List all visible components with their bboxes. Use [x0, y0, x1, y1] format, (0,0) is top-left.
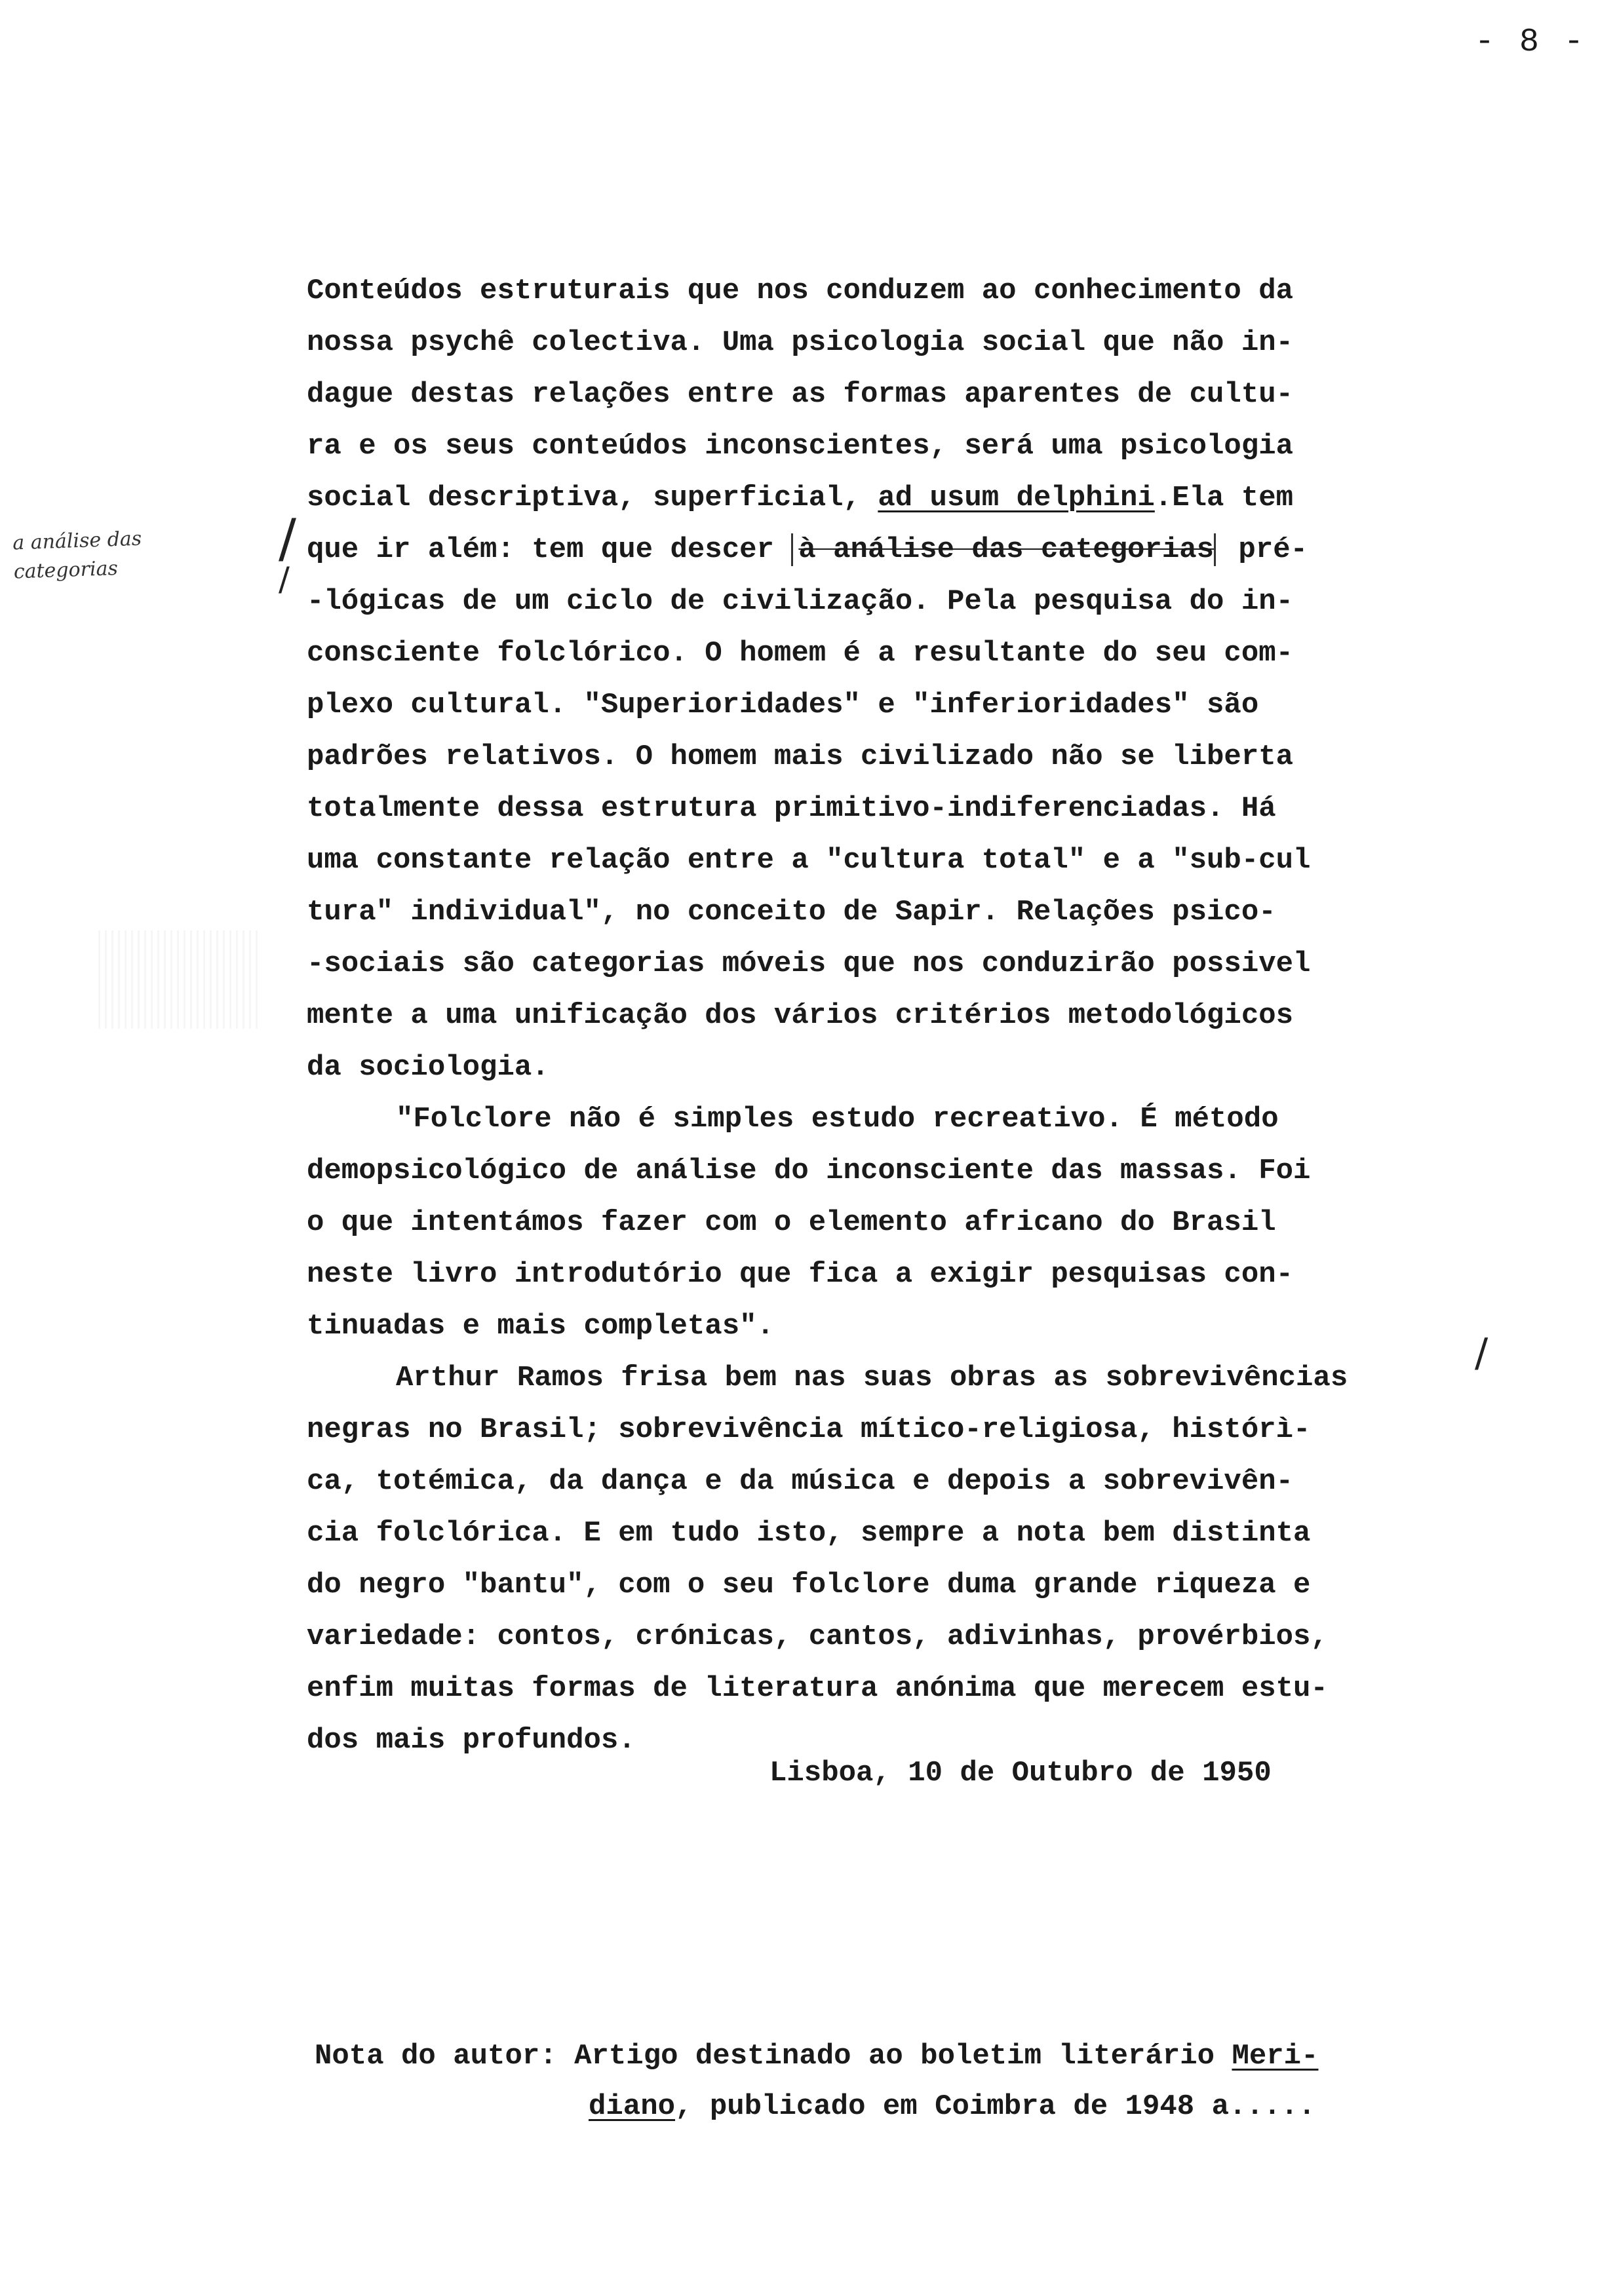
- text-line: -sociais são categorias móveis que nos conduzirão possivel: [307, 947, 1311, 980]
- author-note-label: Nota do autor:: [315, 2040, 557, 2073]
- text-line: [307, 472, 1473, 524]
- struck-phrase: à análise das categorias: [791, 533, 1214, 566]
- text-line: totalmente dessa estrutura primitivo-indiferenciadas. Há: [307, 792, 1276, 825]
- handwritten-slash-mark: /: [279, 560, 290, 598]
- faint-smudge: [98, 930, 262, 1029]
- author-note-line-2: [589, 2090, 1315, 2123]
- handwritten-margin-note: [12, 520, 296, 587]
- text-line: variedade: contos, crónicas, cantos, adivinhas, provérbios,: [307, 1620, 1328, 1653]
- text-fragment: pré-: [1214, 533, 1308, 566]
- margin-note-line: categorias: [13, 556, 119, 584]
- page-number: - 8 -: [1475, 24, 1587, 61]
- text-fragment: , publicado em Coimbra de 1948 a.....: [675, 2090, 1315, 2123]
- text-line: -lógicas de um ciclo de civilização. Pela pesquisa do in-: [307, 585, 1294, 618]
- text-line: consciente folclórico. O homem é a resultante do seu com-: [307, 637, 1294, 670]
- text-line: "Folclore não é simples estudo recreativo. É método: [396, 1103, 1279, 1136]
- text-line: [307, 524, 1473, 576]
- text-line: padrões relativos. O homem mais civilizado não se liberta: [307, 740, 1294, 773]
- text-fragment: .Ela tem: [1154, 482, 1294, 514]
- text-line: neste livro introdutório que fica a exigir pesquisas con-: [307, 1258, 1294, 1291]
- text-line: o que intentámos fazer com o elemento africano do Brasil: [307, 1206, 1276, 1239]
- text-line: dos mais profundos.: [307, 1724, 636, 1757]
- text-line: nossa psychê colectiva. Uma psicologia social que não in-: [307, 326, 1294, 359]
- text-line: mente a uma unificação dos vários critérios metodológicos: [307, 999, 1294, 1032]
- text-line: tinuadas e mais completas".: [307, 1310, 774, 1343]
- text-line: ca, totémica, da dança e da música e depois a sobrevivên-: [307, 1465, 1294, 1498]
- text-line: ra e os seus conteúdos inconscientes, será uma psicologia: [307, 430, 1294, 463]
- text-line: plexo cultural. "Superioridades" e "inferioridades" são: [307, 689, 1259, 721]
- margin-note-line: a análise das: [12, 527, 142, 555]
- text-line: dague destas relações entre as formas aparentes de cultu-: [307, 378, 1294, 411]
- text-line: enfim muitas formas de literatura anónima que merecem estu-: [307, 1672, 1328, 1705]
- text-line: Arthur Ramos frisa bem nas suas obras as sobrevivências: [396, 1362, 1348, 1394]
- text-line: Conteúdos estruturais que nos conduzem ao conhecimento da: [307, 275, 1294, 307]
- author-note-line-1: [315, 2040, 1318, 2073]
- text-line: do negro "bantu", com o seu folclore duma grande riqueza e: [307, 1569, 1311, 1601]
- text-line: cia folclórica. E em tudo isto, sempre a nota bem distinta: [307, 1517, 1311, 1550]
- text-line: uma constante relação entre a "cultura total" e a "sub-cul: [307, 844, 1311, 877]
- text-fragment: que ir além: tem que descer: [307, 533, 792, 566]
- text-line: negras no Brasil; sobrevivência mítico-religiosa, histórì-: [307, 1413, 1311, 1446]
- date-line: Lisboa, 10 de Outubro de 1950: [769, 1757, 1272, 1789]
- text-line: tura" individual", no conceito de Sapir. Relações psico-: [307, 896, 1276, 928]
- text-fragment: Artigo destinado ao boletim literário: [556, 2040, 1232, 2073]
- underlined-latin-phrase: ad usum delphini: [878, 482, 1155, 514]
- underlined-title: Meri-: [1232, 2040, 1319, 2073]
- main-text: [307, 265, 1473, 1767]
- text-line: da sociologia.: [307, 1051, 549, 1084]
- handwritten-slash-mark: /: [279, 508, 296, 569]
- underlined-title: diano: [589, 2090, 676, 2123]
- text-fragment: social descriptiva, superficial,: [307, 482, 878, 514]
- handwritten-slash-mark: /: [1475, 1330, 1489, 1376]
- text-line: demopsicológico de análise do inconsciente das massas. Foi: [307, 1155, 1311, 1187]
